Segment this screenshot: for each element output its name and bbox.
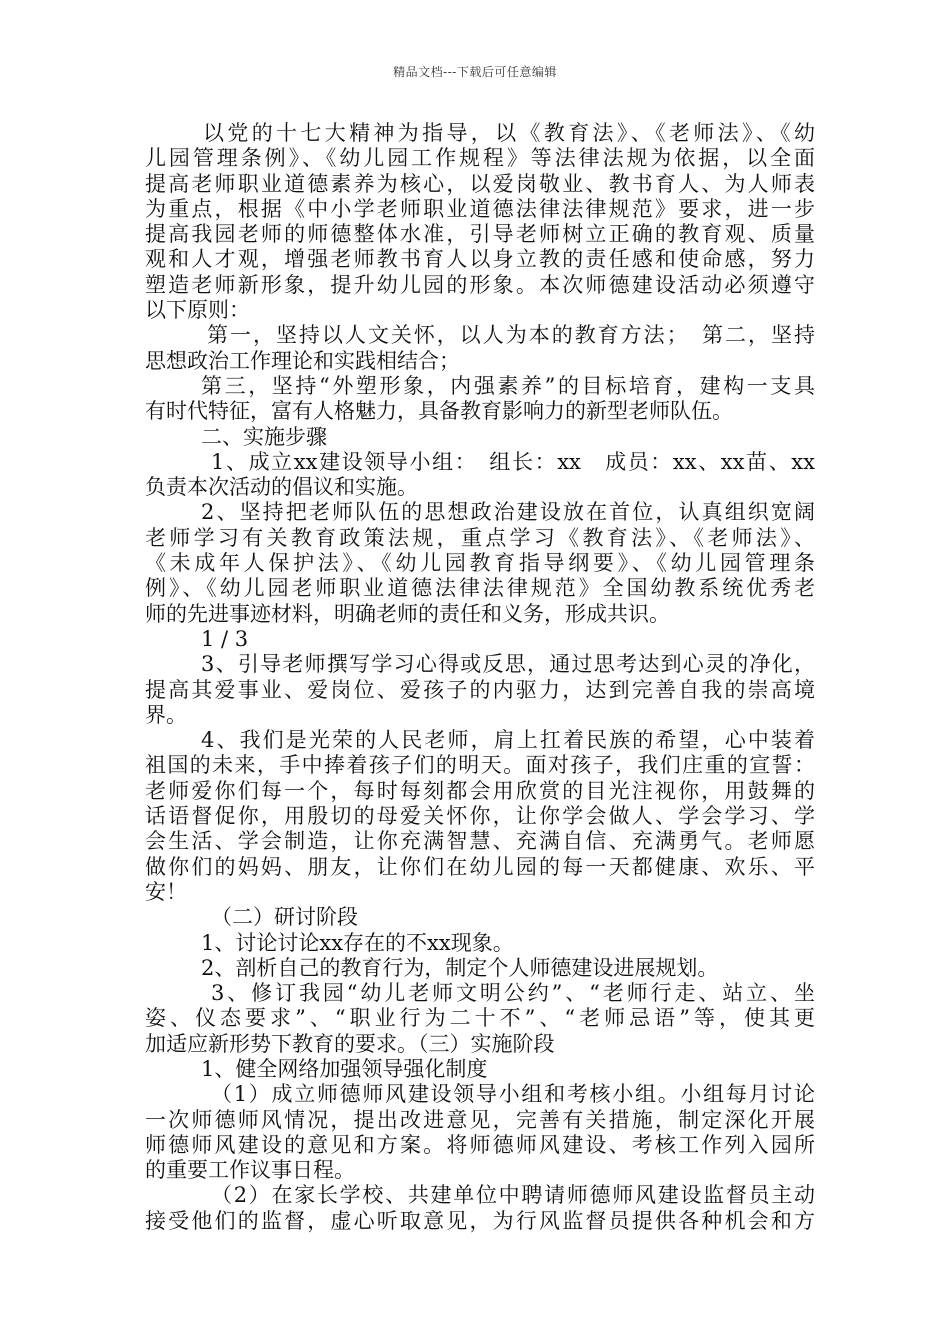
paragraph-line: 以党的十七大精神为指导，以《教育法》、《老师法》、《幼 [203,121,815,145]
paragraph-line: 提高我园老师的师德整体水准，引导老师树立正确的教育观、质量 [145,222,815,247]
paragraph-line: 提高老师职业道德素养为核心，以爱岗敬业、教书育人、为人师表 [145,171,815,196]
paragraph-line: （1）成立师德师风建设领导小组和考核小组。小组每月讨论 [211,1082,815,1107]
paragraph-line: 第一，坚持以人文关怀，以人为本的教育方法； 第二，坚持 [207,323,815,348]
paragraph-line: （2）在家长学校、共建单位中聘请师德师风建设监督员主动 [211,1183,815,1208]
paragraph-line: 师的先进事迹材料，明确老师的责任和义务，形成共识。 [145,601,670,626]
document-body [145,121,815,1234]
paragraph-line: 安！ [145,879,187,904]
paragraph-line: 有时代特征，富有人格魅力，具备教育影响力的新型老师队伍。 [145,399,733,424]
paragraph-line: 1、讨论讨论xx存在的不xx现象。 [201,930,514,955]
paragraph-line: 3、引导老师撰写学习心得或反思，通过思考达到心灵的净化， [201,652,815,677]
section-heading: （二）研讨阶段 [211,905,358,930]
paragraph-line: 姿、仪态要求”、“职业行为二十不”、“老师忌语”等，使其更 [145,1006,815,1031]
paragraph-line: 会生活、学会制造，让你充满智慧、充满自信、充满勇气。老师愿 [145,829,815,854]
section-heading: 二、实施步骤 [201,424,327,449]
paragraph-line: 话语督促你，用殷切的母爱关怀你，让你学会做人、学会学习、学 [145,804,815,829]
paragraph-line: 师德师风建设的意见和方案。将师德师风建设、考核工作列入园所 [145,1132,815,1157]
page-header: 精品文档---下载后可任意编辑 [393,65,557,79]
paragraph-line: 塑造老师新形象，提升幼儿园的形象。本次师德建设活动必须遵守 [145,272,815,297]
paragraph-line: 负责本次活动的倡议和实施。 [145,475,418,500]
paragraph-line: 一次师德师风情况，提出改进意见，完善有关措施，制定深化开展 [145,1107,815,1132]
paragraph-line: 例》、《幼儿园老师职业道德法律法律规范》全国幼教系统优秀老 [145,576,815,601]
paragraph-line: 为重点，根据《中小学老师职业道德法律法律规范》要求，进一步 [145,196,815,221]
paragraph-line: 观和人才观，增强老师教书育人以身立教的责任感和使命感，努力 [145,247,815,272]
paragraph-line: 老师爱你们每一个，每时每刻都会用欣赏的目光注视你，用鼓舞的 [145,778,815,803]
paragraph-line: 3、修订我园“幼儿老师文明公约”、“老师行走、站立、坐 [211,981,815,1006]
paragraph-line: 的重要工作议事日程。 [145,1158,355,1183]
paragraph-line: 《未成年人保护法》、《幼儿园教育指导纲要》、《幼儿园管理条 [145,551,815,576]
paragraph-line: 4、我们是光荣的人民老师，肩上扛着民族的希望，心中装着 [201,728,815,753]
paragraph-line: 做你们的妈妈、朋友，让你们在幼儿园的每一天都健康、欢乐、平 [145,854,815,879]
paragraph-line: 祖国的未来，手中捧着孩子们的明天。面对孩子，我们庄重的宣誓： [145,753,815,778]
paragraph-line: 加适应新形势下教育的要求。（三）实施阶段 [145,1031,555,1056]
paragraph-line: 思想政治工作理论和实践相结合； [145,348,460,373]
paragraph-line: 1、成立xx建设领导小组： 组长：xx 成员：xx、xx苗、xx [211,449,815,474]
paragraph-line: 界。 [145,702,187,727]
paragraph-line: 接受他们的监督，虚心听取意见，为行风监督员提供各种机会和方 [145,1208,815,1233]
page-number: 1 / 3 [201,626,249,651]
paragraph-line: 第三，坚持“外塑形象，内强素养”的目标培育，建构一支具 [201,373,815,398]
paragraph-line: 1、健全网络加强领导强化制度 [201,1056,488,1081]
paragraph-line: 以下原则： [145,298,250,323]
paragraph-line: 老师学习有关教育政策法规，重点学习《教育法》、《老师法》、 [145,525,815,550]
paragraph-line: 提高其爱事业、爱岗位、爱孩子的内驱力，达到完善自我的崇高境 [145,677,815,702]
paragraph-line: 2、坚持把老师队伍的思想政治建设放在首位，认真组织宽阔 [201,500,815,525]
paragraph-line: 2、剖析自己的教育行为，制定个人师德建设进展规划。 [201,955,719,980]
paragraph-line: 儿园管理条例》、《幼儿园工作规程》等法律法规为依据，以全面 [145,146,815,171]
